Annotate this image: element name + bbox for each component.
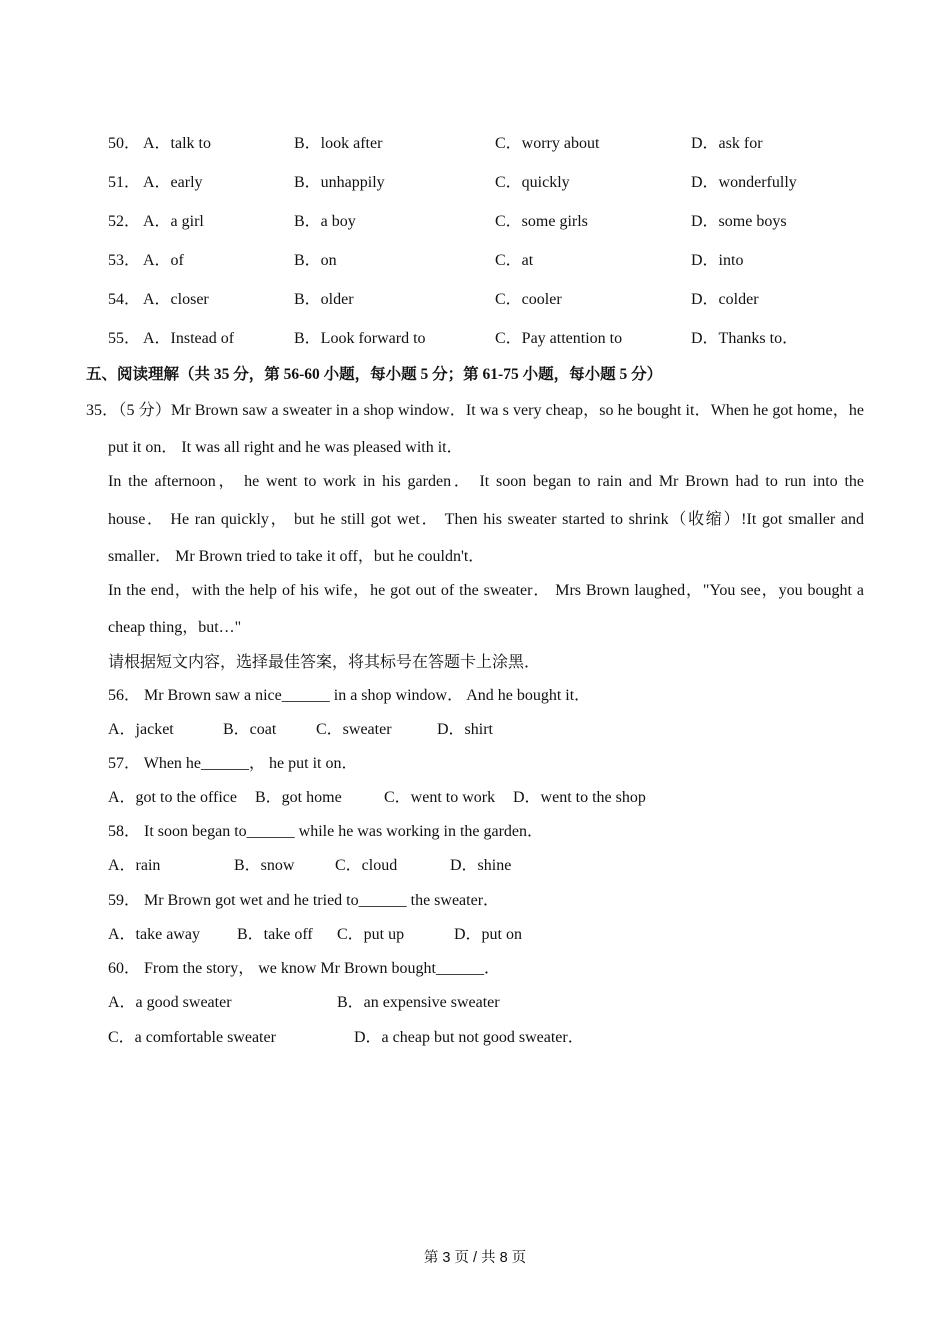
question-stem: 57． When he______， he put it on． bbox=[108, 755, 358, 772]
option-b: B．got home bbox=[255, 789, 342, 806]
option-a: A．of bbox=[143, 252, 184, 269]
option-b: B．coat bbox=[223, 721, 277, 738]
option-b: B．on bbox=[294, 252, 337, 269]
option-a: A．jacket bbox=[108, 721, 174, 738]
passage-line: cheap thing，but…" bbox=[108, 619, 242, 636]
option-c: C．cooler bbox=[495, 291, 562, 308]
option-a: A．talk to bbox=[143, 135, 211, 152]
option-b: B．Look forward to bbox=[294, 330, 426, 347]
option-a: A．rain bbox=[108, 857, 161, 874]
question-number: 55． bbox=[108, 330, 141, 347]
passage-line: In the end，with the help of his wife，he got out of the sweater． Mrs Brown laughed，"You see，you bought a bbox=[108, 582, 864, 599]
option-d: D．went to the shop bbox=[513, 789, 646, 806]
option-b: B．an expensive sweater bbox=[337, 994, 500, 1011]
question-stem: 58． It soon began to______ while he was working in the garden． bbox=[108, 823, 544, 840]
question-number: 54． bbox=[108, 291, 141, 308]
option-c: C．went to work bbox=[384, 789, 496, 806]
option-a: A．early bbox=[143, 174, 203, 191]
option-d: D．Thanks to． bbox=[691, 330, 799, 347]
passage-line: In the afternoon， he went to work in his garden． It soon began to rain and Mr Brown had to run into the bbox=[108, 473, 864, 490]
option-d: D．ask for bbox=[691, 135, 763, 152]
option-d: D．into bbox=[691, 252, 744, 269]
question-stem: 59． Mr Brown got wet and he tried to______ the sweater． bbox=[108, 892, 500, 909]
option-b: B．snow bbox=[234, 857, 295, 874]
option-d: D．shirt bbox=[437, 721, 494, 738]
passage-instruction: 请根据短文内容，选择最佳答案，将其标号在答题卡上涂黑． bbox=[108, 654, 541, 671]
option-c: C．worry about bbox=[495, 135, 600, 152]
option-a: A．got to the office bbox=[108, 789, 238, 806]
question-stem: 60． From the story， we know Mr Brown bought______． bbox=[108, 960, 500, 977]
option-c: C．sweater bbox=[316, 721, 392, 738]
option-b: B．a boy bbox=[294, 213, 356, 230]
option-a: A．closer bbox=[143, 291, 209, 308]
question-number: 50． bbox=[108, 135, 141, 152]
question-number: 51． bbox=[108, 174, 141, 191]
option-a: A．a good sweater bbox=[108, 994, 232, 1011]
option-a: A．take away bbox=[108, 926, 200, 943]
option-c: C．quickly bbox=[495, 174, 570, 191]
page-footer: 第 3 页 / 共 8 页 bbox=[423, 1250, 527, 1266]
passage-line: house． He ran quickly， but he still got wet． Then his sweater started to shrink（收缩）!It got smaller and bbox=[108, 511, 864, 528]
option-b: B．look after bbox=[294, 135, 383, 152]
option-d: D．wonderfully bbox=[691, 174, 797, 191]
option-c: C．Pay attention to bbox=[495, 330, 623, 347]
option-a: A．Instead of bbox=[143, 330, 235, 347]
option-d: D．colder bbox=[691, 291, 759, 308]
option-d: D．some boys bbox=[691, 213, 787, 230]
option-b: B．take off bbox=[237, 926, 313, 943]
section-heading: 五、阅读理解（共 35 分，第 56-60 小题，每小题 5 分；第 61-75 小题，每小题 5 分） bbox=[86, 366, 663, 383]
option-c: C．a comfortable sweater bbox=[108, 1029, 276, 1046]
option-a: A．a girl bbox=[143, 213, 204, 230]
question-number: 52． bbox=[108, 213, 141, 230]
option-c: C．some girls bbox=[495, 213, 588, 230]
option-c: C．cloud bbox=[335, 857, 398, 874]
option-b: B．older bbox=[294, 291, 354, 308]
question-stem: 56． Mr Brown saw a nice______ in a shop window． And he bought it． bbox=[108, 687, 591, 704]
option-c: C．at bbox=[495, 252, 534, 269]
passage-line: put it on． It was all right and he was pleased with it． bbox=[108, 439, 463, 456]
option-c: C．put up bbox=[337, 926, 405, 943]
question-number: 53． bbox=[108, 252, 141, 269]
option-d: D．put on bbox=[454, 926, 523, 943]
passage-line: smaller． Mr Brown tried to take it off，but he couldn't． bbox=[108, 548, 485, 565]
option-b: B．unhappily bbox=[294, 174, 385, 191]
passage-line: 35．（5 分）Mr Brown saw a sweater in a shop window．It wa s very cheap，so he bought it．When he got home，he bbox=[86, 402, 864, 419]
option-d: D．shine bbox=[450, 857, 512, 874]
option-d: D．a cheap but not good sweater． bbox=[354, 1029, 584, 1046]
